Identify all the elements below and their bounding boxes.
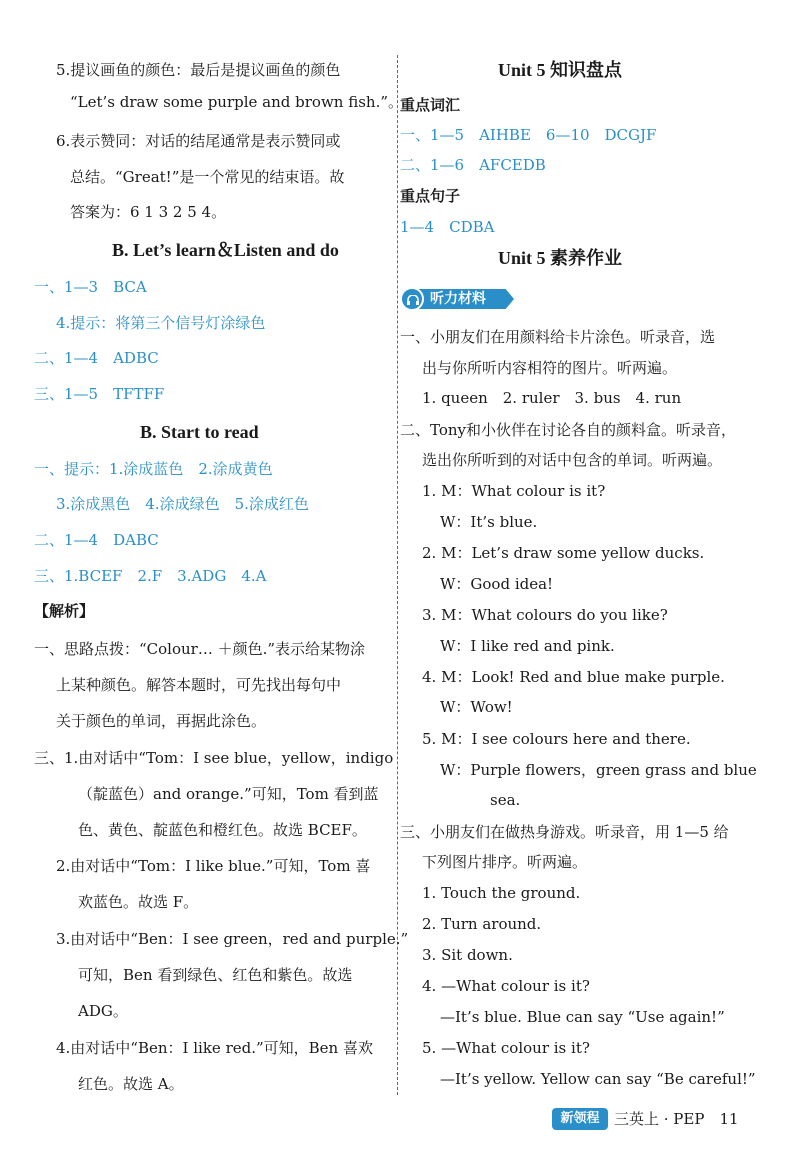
text-line: 下列图片排序。听两遍。 <box>422 853 588 871</box>
text-line: “Let’s draw some purple and brown fish.”。 <box>70 93 404 111</box>
text-line: 6.表示赞同：对话的结尾通常是表示赞同或 <box>56 132 341 150</box>
text-line: 三、1.由对话中“Tom：I see blue，yellow，indigo <box>34 749 394 767</box>
page-number: 三英上 · PEP 11 <box>614 1110 739 1128</box>
dialog-line: W：Wow! <box>440 698 513 716</box>
dialog-line: W：I like red and pink. <box>440 637 615 655</box>
dialog-line: sea. <box>490 791 521 809</box>
headphone-icon <box>400 287 424 311</box>
answer-line: 4.提示：将第三个信号灯涂绿色 <box>56 314 266 332</box>
dialog-line: 5. —What colour is it? <box>422 1039 590 1057</box>
dialog-line: W：Purple flowers，green grass and blue <box>440 761 757 779</box>
answer-line: 二、1—6 AFCEDB <box>400 156 546 174</box>
text-line: 3.由对话中“Ben：I see green，red and purple.” <box>56 930 409 948</box>
section-heading: Unit 5 知识盘点 <box>498 60 623 80</box>
text-line: 选出你所听到的对话中包含的单词。听两遍。 <box>422 451 723 469</box>
text-line: 色、黄色、靛蓝色和橙红色。故选 BCEF。 <box>78 821 367 839</box>
analysis-label: 【解析】 <box>34 602 95 620</box>
answer-line: 二、1—4 ADBC <box>34 349 159 367</box>
subsection-heading: 重点词汇 <box>400 96 461 114</box>
text-line: 答案为：6 1 3 2 5 4。 <box>70 203 227 221</box>
badge-label: 听力材料 <box>430 291 486 307</box>
text-line: 红色。故选 A。 <box>78 1075 184 1093</box>
text-line: 二、Tony和小伙伴在讨论各自的颜料盒。听录音， <box>400 421 737 439</box>
text-line: 上某种颜色。解答本题时，可先找出每句中 <box>56 676 342 694</box>
dialog-line: 2. Turn around. <box>422 915 542 933</box>
section-heading: B. Let’s learn＆Listen and do <box>112 240 339 260</box>
text-line: 一、思路点拨：“Colour… ＋颜色.”表示给某物涂 <box>34 640 366 658</box>
answer-line: 三、1.BCEF 2.F 3.ADG 4.A <box>34 567 267 585</box>
text-line: 一、小朋友们在用颜料给卡片涂色。听录音，选 <box>400 328 716 346</box>
answer-line: 1—4 CDBA <box>400 218 495 236</box>
text-line: 1. queen 2. ruler 3. bus 4. run <box>422 389 682 407</box>
answer-line: 二、1—4 DABC <box>34 531 159 549</box>
text-line: 欢蓝色。故选 F。 <box>78 893 199 911</box>
section-heading: B. Start to read <box>140 422 259 442</box>
text-line: 总结。“Great!”是一个常见的结束语。故 <box>70 168 345 186</box>
dialog-line: 3. M：What colours do you like? <box>422 606 668 624</box>
dialog-line: 4. —What colour is it? <box>422 977 590 995</box>
dialog-line: 1. M：What colour is it? <box>422 482 606 500</box>
dialog-line: W：Good idea! <box>440 575 554 593</box>
text-line: 关于颜色的单词，再据此涂色。 <box>56 712 267 730</box>
text-line: 可知，Ben 看到绿色、红色和紫色。故选 <box>78 966 353 984</box>
dialog-line: 5. M：I see colours here and there. <box>422 730 691 748</box>
dialog-line: 4. M：Look! Red and blue make purple. <box>422 668 725 686</box>
answer-line: 一、1—5 AIHBE 6—10 DCGJF <box>400 126 657 144</box>
dialog-line: 2. M：Let’s draw some yellow ducks. <box>422 544 705 562</box>
dialog-line: —It’s blue. Blue can say “Use again!” <box>440 1008 725 1026</box>
dialog-line: 3. Sit down. <box>422 946 513 964</box>
answer-line: 三、1—5 TFTFF <box>34 385 165 403</box>
section-heading: Unit 5 素养作业 <box>498 248 623 268</box>
text-line: 2.由对话中“Tom：I like blue.”可知，Tom 喜 <box>56 857 371 875</box>
answer-line: 3.涂成黑色 4.涂成绿色 5.涂成红色 <box>56 495 309 513</box>
brand-logo: 新领程 <box>552 1108 608 1130</box>
subsection-heading: 重点句子 <box>400 187 461 205</box>
text-line: 5.提议画鱼的颜色：最后是提议画鱼的颜色 <box>56 61 341 79</box>
dialog-line: W：It’s blue. <box>440 513 538 531</box>
text-line: （靛蓝色）and orange.”可知，Tom 看到蓝 <box>78 785 379 803</box>
text-line: 4.由对话中“Ben：I like red.”可知，Ben 喜欢 <box>56 1039 373 1057</box>
dialog-line: —It’s yellow. Yellow can say “Be careful!” <box>440 1070 756 1088</box>
dialog-line: 1. Touch the ground. <box>422 884 581 902</box>
text-line: ADG。 <box>78 1002 128 1020</box>
answer-line: 一、1—3 BCA <box>34 278 147 296</box>
listening-material-badge <box>400 287 520 311</box>
answer-line: 一、提示：1.涂成蓝色 2.涂成黄色 <box>34 460 273 478</box>
text-line: 出与你所听内容相符的图片。听两遍。 <box>422 359 678 377</box>
text-line: 三、小朋友们在做热身游戏。听录音，用 1—5 给 <box>400 823 729 841</box>
